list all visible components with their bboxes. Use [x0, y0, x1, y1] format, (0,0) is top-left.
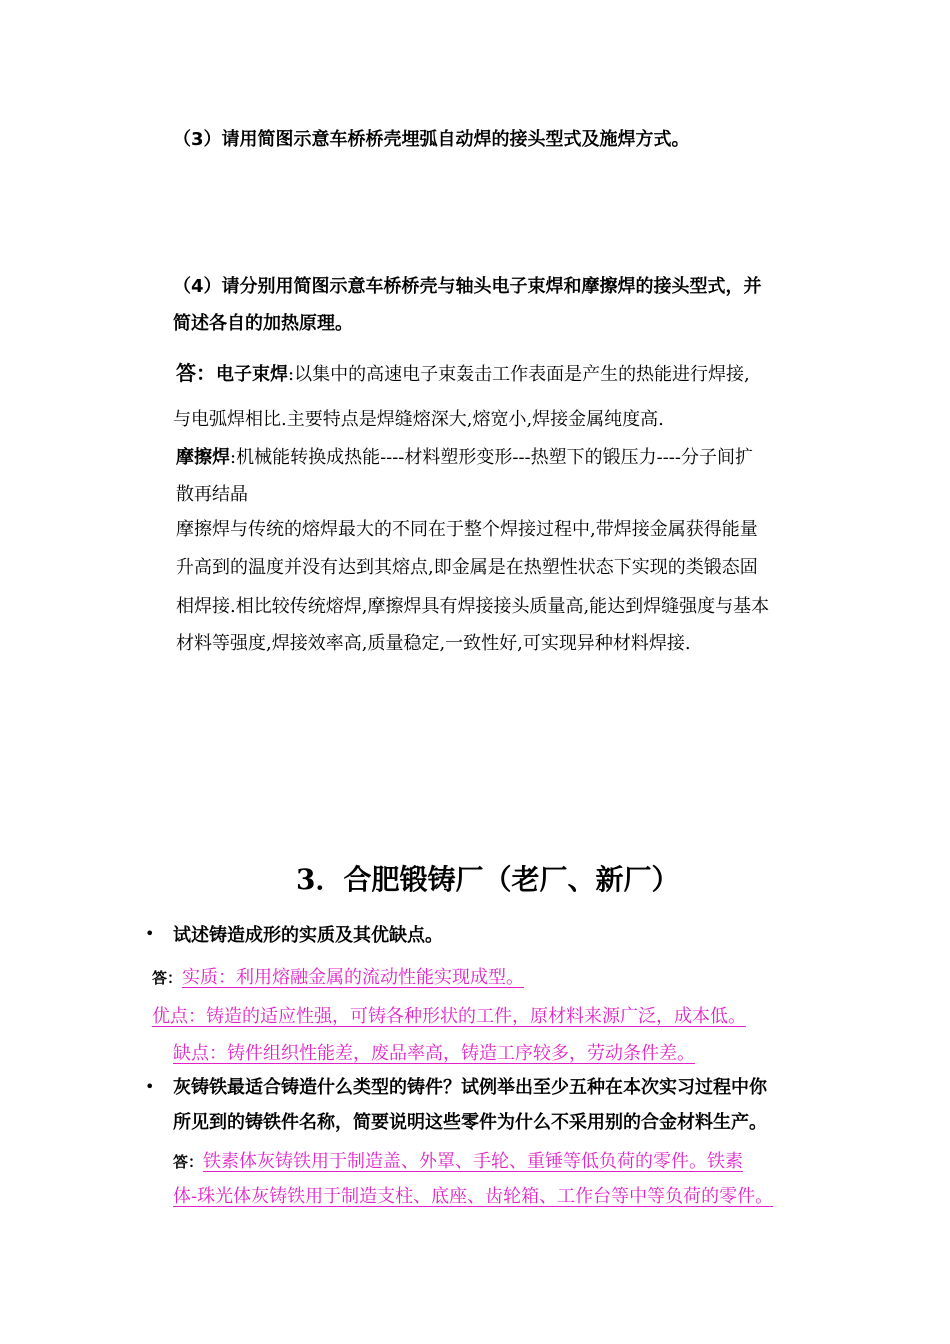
question-4-line-2: 简述各自的加热原理。 [173, 313, 353, 334]
bullet-dot-1: • [145, 924, 155, 943]
ebw-term: 电子束焊 [216, 364, 288, 385]
fw-paragraph-line-4: 材料等强度,焊接效率高,质量稳定,一致性好,可实现异种材料焊接. [176, 633, 691, 654]
bullet-1-answer-1 [152, 963, 524, 989]
ferrite-pearlite-text: 体-珠光体灰铸铁用于制造支柱、底座、齿轮箱、工作台等中等负荷的零件。 [173, 1186, 774, 1207]
bullet-2-answer-label: 答： [173, 1153, 204, 1171]
bullet-1-answer-label: 答： [152, 969, 183, 987]
disadvantages-text: 缺点：铸件组织性能差，废品率高，铸造工序较多，劳动条件差。 [173, 1043, 695, 1064]
fw-paragraph-line-1: 摩擦焊与传统的熔焊最大的不同在于整个焊接过程中,带焊接金属获得能量 [176, 519, 758, 540]
bullet-2-line-2: 所见到的铸铁件名称，简要说明这些零件为什么不采用别的合金材料生产。 [173, 1112, 767, 1133]
fw-desc-1: :机械能转换成热能----材料塑形变形---热塑下的锻压力----分子间扩 [230, 447, 753, 468]
fw-desc-2: 散再结晶 [176, 484, 248, 505]
fw-line-1 [176, 443, 753, 469]
fw-paragraph-line-2: 升高到的温度并没有达到其熔点,即金属是在热塑性状态下实现的类锻态固 [176, 557, 758, 578]
bullet-1-text: 试述铸造成形的实质及其优缺点。 [173, 925, 443, 946]
ferrite-text: 铁素体灰铸铁用于制造盖、外罩、手轮、重锤等低负荷的零件。铁素 [203, 1151, 744, 1172]
ebw-desc-1: :以集中的高速电子束轰击工作表面是产生的热能进行焊接, [288, 364, 750, 385]
section-title: 3．合肥锻铸厂（老厂、新厂） [296, 863, 680, 896]
advantages-text: 优点：铸造的适应性强，可铸各种形状的工件，原材料来源广泛，成本低。 [152, 1006, 746, 1027]
essence-text: 实质：利用熔融金属的流动性能实现成型。 [182, 967, 525, 988]
fw-paragraph-line-3: 相焊接.相比较传统熔焊,摩擦焊具有焊接接头质量高,能达到焊缝强度与基本 [176, 596, 770, 617]
question-3: （3）请用简图示意车桥桥壳埋弧自动焊的接头型式及施焊方式。 [173, 129, 690, 150]
question-4-line-1: （4）请分别用简图示意车桥桥壳与轴头电子束焊和摩擦焊的接头型式，并 [173, 276, 762, 297]
fw-term: 摩擦焊 [176, 447, 230, 468]
ebw-desc-2: 与电弧焊相比.主要特点是焊缝熔深大,熔宽小,焊接金属纯度高. [173, 409, 664, 430]
bullet-dot-2: • [145, 1077, 155, 1096]
bullet-2-answer-1 [173, 1147, 743, 1173]
ebw-answer-line-1 [176, 357, 750, 386]
answer-label: 答： [176, 361, 216, 385]
bullet-2-line-1: 灰铸铁最适合铸造什么类型的铸件？试例举出至少五种在本次实习过程中你 [173, 1077, 767, 1098]
